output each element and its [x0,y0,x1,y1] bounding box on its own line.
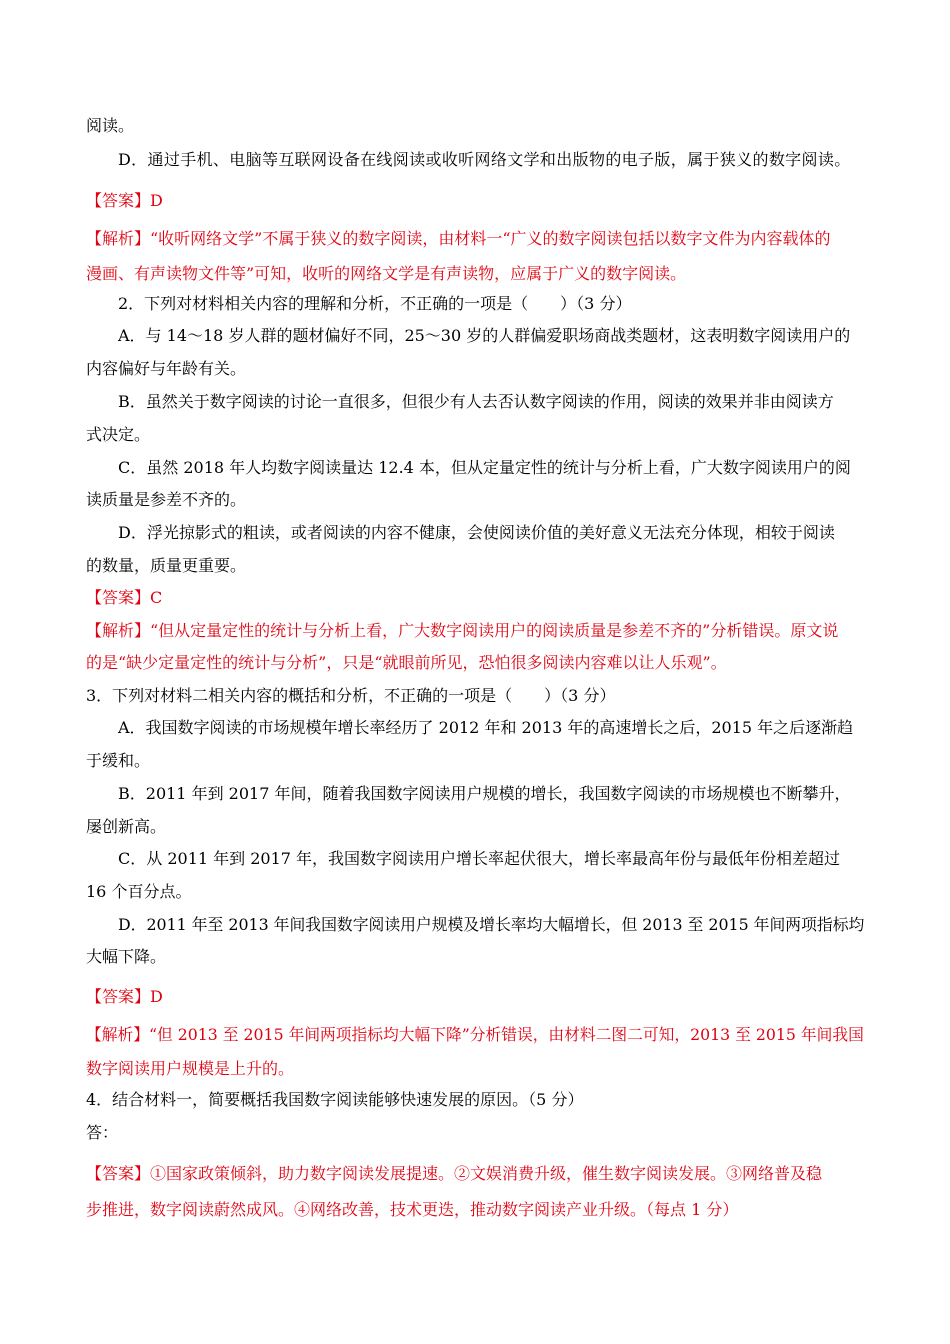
q1-analysis-line-2: 漫画、有声读物文件等”可知，收听的网络文学是有声读物，应属于广义的数字阅读。 [86,264,687,283]
q2-analysis-line-2: 的是“缺少定量定性的统计与分析”，只是“就眼前所见，恐怕很多阅读内容难以让人乐观”。 [86,653,727,672]
q4-stem: 4．结合材料一，简要概括我国数字阅读能够快速发展的原因。（5 分） [86,1090,584,1109]
q4-answer-line-1: 【答案】①国家政策倾斜，助力数字阅读发展提速。②文娱消费升级，催生数字阅读发展。③网络普及稳 [86,1164,823,1183]
q2-option-d-line-2: 的数量，质量更重要。 [86,556,247,575]
q3-stem: 3．下列对材料二相关内容的概括和分析，不正确的一项是（ ）（3 分） [86,686,616,705]
q3-analysis-line-1: 【解析】“但 2013 至 2015 年间两项指标均大幅下降”分析错误，由材料二图二可知，2013 至 2015 年间我国 [86,1025,864,1044]
q3-option-a-line-1: A．我国数字阅读的市场规模年增长率经历了 2012 年和 2013 年的高速增长之后，2015 年之后逐渐趋 [118,718,854,737]
q3-option-c-line-2: 16 个百分点。 [86,882,192,901]
q2-option-c-line-2: 读质量是参差不齐的。 [86,490,247,509]
q1-answer: 【答案】D [86,191,163,210]
q3-option-c-line-1: C．从 2011 年到 2017 年，我国数字阅读用户增长率起伏很大，增长率最高年份与最低年份相差超过 [118,849,841,868]
q2-answer: 【答案】C [86,588,163,607]
q1-analysis-line-1: 【解析】“收听网络文学”不属于狭义的数字阅读，由材料一“广义的数字阅读包括以数字文件为内容载体的 [86,229,831,248]
q3-answer: 【答案】D [86,987,163,1006]
q1-continuation-text: 阅读。 [86,116,135,135]
q4-answer-line-2: 步推进，数字阅读蔚然成风。④网络改善，技术更迭，推动数字阅读产业升级。（每点 1 分） [86,1200,739,1219]
q3-option-d-line-1: D．2011 年至 2013 年间我国数字阅读用户规模及增长率均大幅增长，但 2013 至 2015 年间两项指标均 [118,915,865,934]
q3-option-b-line-1: B．2011 年到 2017 年间，随着我国数字阅读用户规模的增长，我国数字阅读的市场规模也不断攀升， [118,784,851,803]
q2-option-b-line-1: B．虽然关于数字阅读的讨论一直很多，但很少有人去否认数字阅读的作用，阅读的效果并非由阅读方 [118,392,834,411]
q3-option-a-line-2: 于缓和。 [86,751,151,770]
q2-analysis-line-1: 【解析】“但从定量定性的统计与分析上看，广大数字阅读用户的阅读质量是参差不齐的”分析错误。原文说 [86,621,839,640]
q2-option-b-line-2: 式决定。 [86,425,151,444]
q4-answer-prompt: 答： [86,1123,119,1142]
q2-stem: 2．下列对材料相关内容的理解和分析，不正确的一项是（ ）（3 分） [118,294,632,313]
q1-option-d: D．通过手机、电脑等互联网设备在线阅读或收听网络文学和出版物的电子版，属于狭义的数字阅读。 [118,150,851,169]
q2-option-a-line-2: 内容偏好与年龄有关。 [86,359,247,378]
q2-option-c-line-1: C．虽然 2018 年人均数字阅读量达 12.4 本，但从定量定性的统计与分析上看，广大数字阅读用户的阅 [118,458,851,477]
q3-option-b-line-2: 屡创新高。 [86,817,167,836]
q2-option-a-line-1: A．与 14～18 岁人群的题材偏好不同，25～30 岁的人群偏爱职场商战类题材，这表明数字阅读用户的 [118,326,851,345]
q3-option-d-line-2: 大幅下降。 [86,947,167,966]
q2-option-d-line-1: D．浮光掠影式的粗读，或者阅读的内容不健康，会使阅读价值的美好意义无法充分体现，相较于阅读 [118,523,835,542]
q3-analysis-line-2: 数字阅读用户规模是上升的。 [86,1059,295,1078]
